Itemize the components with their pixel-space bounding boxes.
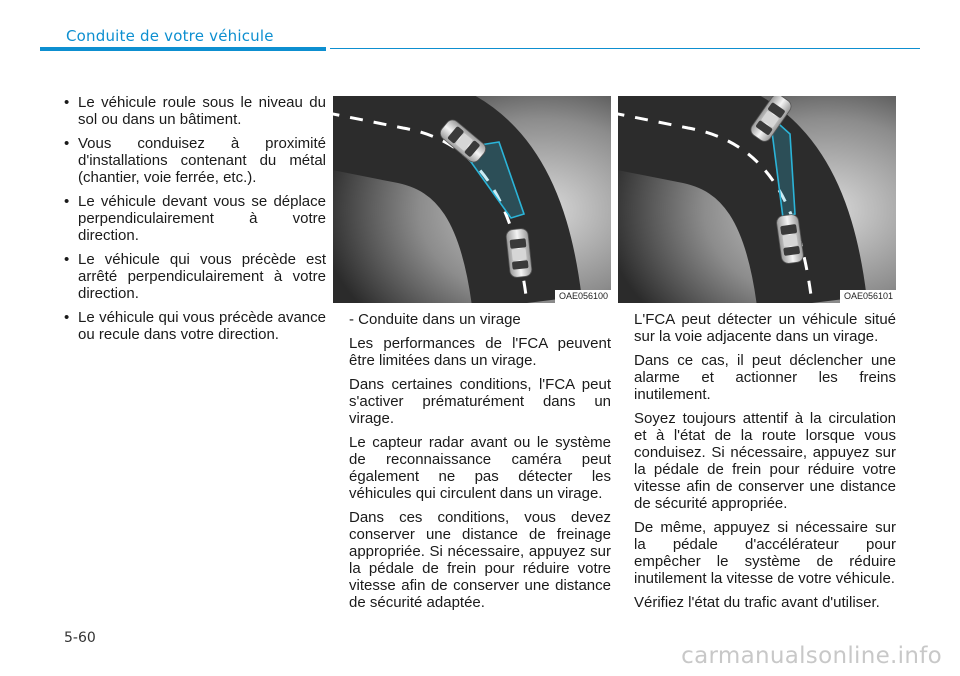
column-adjacent-lane: [634, 311, 896, 618]
paragraph: De même, appuyez si nécessaire sur la pédale d'accélérateur pour empêcher le système de réduire inutilement la vitesse de votre véhicule.: [634, 519, 896, 587]
list-item: • Le véhicule qui vous précède est arrêté perpendiculairement à votre direction.: [64, 251, 326, 302]
paragraph: Soyez toujours attentif à la circulation et à l'état de la route lorsque vous conduisez. Si nécessaire, appuyez sur la pédale de frein pour réduire votre vitesse afin de conserver une distance de sécurité appropriée.: [634, 410, 896, 512]
header-rule-thin: [330, 48, 920, 49]
paragraph: Dans ce cas, il peut déclencher une alarme et actionner les freins inutilement.: [634, 352, 896, 403]
curve-road-diagram: [618, 96, 896, 303]
illustration-curve-late-detection: [333, 96, 611, 303]
paragraph: Dans certaines conditions, l'FCA peut s'activer prématurément dans un virage.: [349, 376, 611, 427]
column-curve-driving: [349, 311, 611, 618]
paragraph: - Conduite dans un virage: [349, 311, 521, 328]
list-item: • Vous conduisez à proximité d'installations contenant du métal (chantier, voie ferrée, etc.).: [64, 135, 326, 186]
conditions-list: [64, 94, 326, 343]
list-item: • Le véhicule devant vous se déplace perpendiculairement à votre direction.: [64, 193, 326, 244]
paragraph: L'FCA peut détecter un véhicule situé sur la voie adjacente dans un virage.: [634, 311, 896, 345]
list-item: • Le véhicule qui vous précède avance ou recule dans votre direction.: [64, 309, 326, 343]
curve-road-diagram: [333, 96, 611, 303]
list-item: • Le véhicule roule sous le niveau du sol ou dans un bâtiment.: [64, 94, 326, 128]
watermark: carmanualsonline.info: [681, 643, 942, 669]
illustration-curve-adjacent-lane: [618, 96, 896, 303]
page-number: 5-60: [64, 630, 96, 646]
paragraph: Le capteur radar avant ou le système de reconnaissance caméra peut également ne pas détecter les véhicules qui circulent dans un virage.: [349, 434, 611, 502]
paragraph: Dans ces conditions, vous devez conserver une distance de freinage appropriée. Si nécessaire, appuyez sur la pédale de frein pour réduire votre vitesse afin de conserver une distance de sécurité adaptée.: [349, 509, 611, 611]
paragraph: Les performances de l'FCA peuvent être limitées dans un virage.: [349, 335, 611, 369]
paragraph: Vérifiez l'état du trafic avant d'utiliser.: [634, 594, 880, 611]
figure-code: OAE056100: [555, 290, 611, 303]
header-rule-thick: [40, 47, 326, 51]
figure-code: OAE056101: [840, 290, 896, 303]
section-title: Conduite de votre véhicule: [66, 27, 274, 45]
column-conditions-list: [64, 94, 326, 350]
